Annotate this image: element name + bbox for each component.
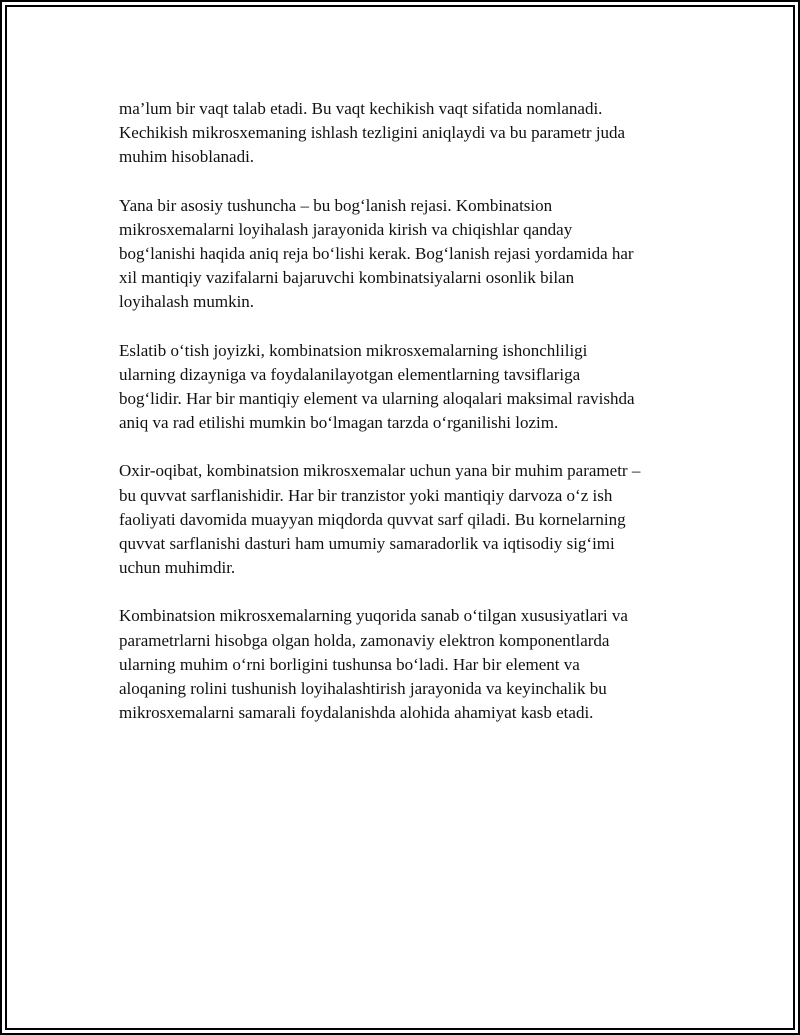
paragraph	[119, 339, 699, 436]
text-line: Yana bir asosiy tushuncha – bu bog‘lanish rejasi. Kombinatsion	[119, 195, 553, 215]
text-line: Kombinatsion mikrosxemalarning yuqorida sanab o‘tilgan xususiyatlari va	[119, 606, 628, 626]
paragraph	[119, 194, 699, 315]
paragraph	[119, 459, 699, 580]
paragraph	[119, 604, 699, 725]
paragraph	[119, 97, 699, 170]
text-line: ma’lum bir vaqt talab etadi. Bu vaqt kechikish vaqt sifatida nomlanadi.	[119, 99, 603, 118]
text-line: bu quvvat sarflanishidir. Har bir tranzistor yoki mantiqiy darvoza o‘z ish	[119, 485, 613, 505]
text-line: bog‘lidir. Har bir mantiqiy element va ularning aloqalari maksimal ravishda	[119, 389, 635, 409]
text-line: Eslatib o‘tish joyizki, kombinatsion mikrosxemalarning ishonchliligi	[119, 340, 588, 360]
text-line: aniq va rad etilishi mumkin bo‘lmagan tarzda o‘rganilishi lozim.	[119, 413, 559, 433]
document-body	[119, 97, 699, 749]
text-line: Oxir-oqibat, kombinatsion mikrosxemalar uchun yana bir muhim parametr –	[119, 461, 641, 481]
text-line: aloqaning rolini tushunish loyihalashtirish jarayonida va keyinchalik bu	[119, 679, 607, 699]
text-line: quvvat sarflanishi dasturi ham umumiy samaradorlik va iqtisodiy sig‘imi	[119, 534, 615, 554]
text-line: mikrosxemalarni loyihalash jarayonida kirish va chiqishlar qanday	[119, 219, 573, 239]
text-line: ularning muhim o‘rni borligini tushunsa bo‘ladi. Har bir element va	[119, 654, 580, 674]
text-line: uchun muhimdir.	[119, 558, 236, 578]
text-line: xil mantiqiy vazifalarni bajaruvchi kombinatsiyalarni osonlik bilan	[119, 268, 575, 288]
text-line: muhim hisoblanadi.	[119, 147, 255, 167]
text-line: Kechikish mikrosxemaning ishlash tezligini aniqlaydi va bu parametr juda	[119, 123, 626, 143]
text-line: bog‘lanishi haqida aniq reja bo‘lishi kerak. Bog‘lanish rejasi yordamida har	[119, 244, 634, 264]
text-line: ularning dizayniga va foydalanilayotgan elementlarning tavsiflariga	[119, 364, 581, 384]
text-line: faoliyati davomida muayyan miqdorda quvvat sarf qiladi. Bu kornelarning	[119, 509, 626, 529]
text-line: mikrosxemalarni samarali foydalanishda alohida ahamiyat kasb etadi.	[119, 703, 594, 723]
text-line: parametrlarni hisobga olgan holda, zamonaviy elektron komponentlarda	[119, 630, 610, 650]
text-line: loyihalash mumkin.	[119, 292, 255, 312]
